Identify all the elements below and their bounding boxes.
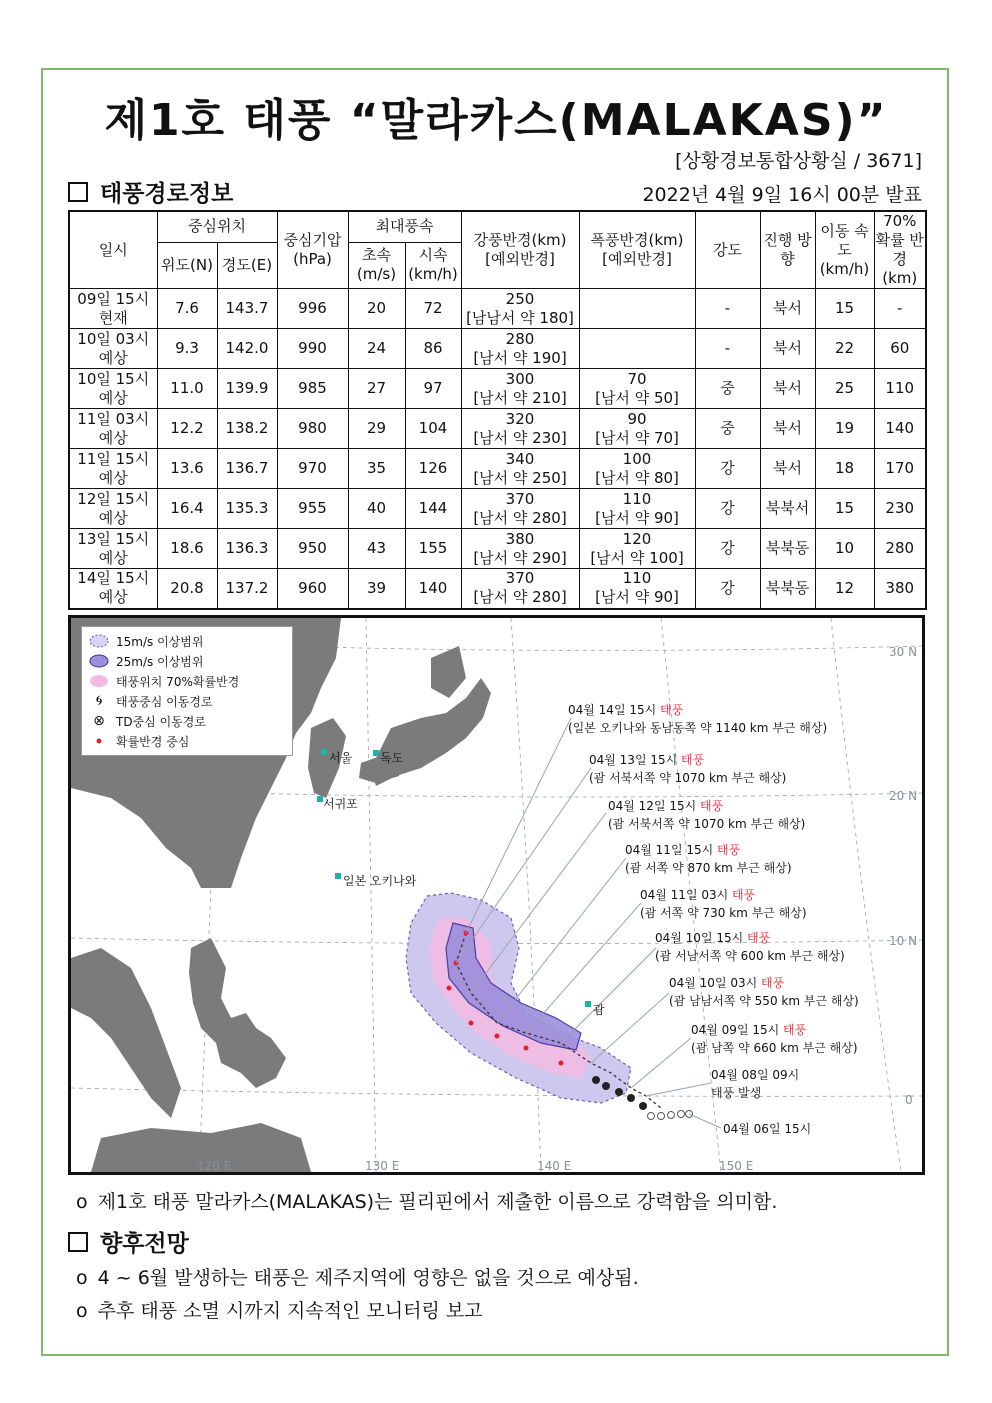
cell-lon: 142.0 (217, 329, 277, 369)
th-prob-radius: 70% 확률 반경 (km) (874, 211, 926, 289)
cell-direction: 북북동 (760, 569, 815, 609)
cell-intensity: 강 (695, 529, 760, 569)
cell-lat: 12.2 (157, 409, 217, 449)
cell-speed: 15 (815, 289, 874, 329)
typhoon-symbol-icon: 🌀︎ (95, 693, 103, 709)
lon-label-120: 120 E (197, 1159, 232, 1172)
lon-label-130: 130 E (365, 1159, 400, 1172)
callout-date: 04월 10일 15시 태풍 (655, 931, 771, 945)
cell-ms: 29 (348, 409, 405, 449)
callout-location: (괌 서쪽 약 730 km 부근 해상) (640, 906, 807, 920)
cell-lat: 13.6 (157, 449, 217, 489)
cell-pressure: 960 (277, 569, 348, 609)
cell-storm-radius: 70 [남서 약 50] (579, 369, 695, 409)
track-table (68, 210, 927, 610)
cell-lat: 16.4 (157, 489, 217, 529)
cell-direction: 북서 (760, 449, 815, 489)
callout-location: (괌 서북서쪽 약 1070 km 부근 해상) (608, 817, 806, 831)
place-okinawa: 일본 오키나와 (343, 874, 417, 888)
cell-strong-radius: 320 [남서 약 230] (461, 409, 579, 449)
cell-lat: 11.0 (157, 369, 217, 409)
cell-time: 11일 03시 예상 (69, 409, 157, 449)
outlook-item: o 추후 태풍 소멸 시까지 지속적인 모니터링 보고 (76, 1300, 483, 1322)
cell-pressure: 955 (277, 489, 348, 529)
cell-direction: 북서 (760, 329, 815, 369)
cell-strong-radius: 380 [남서 약 290] (461, 529, 579, 569)
callout-date: 04월 13일 15시 태풍 (589, 753, 705, 767)
th-lon: 경도(E) (217, 242, 277, 289)
cell-intensity: 강 (695, 569, 760, 609)
table-row (69, 529, 926, 569)
cell-ms: 35 (348, 449, 405, 489)
callout-location: (괌 서남서쪽 약 600 km 부근 해상) (655, 949, 845, 963)
cell-lon: 135.3 (217, 489, 277, 529)
cell-prob: - (874, 289, 926, 329)
outlook-item: o 4 ~ 6월 발생하는 태풍은 제주지역에 영향은 없을 것으로 예상됨. (76, 1267, 639, 1289)
pink-ellipse-icon (89, 674, 109, 688)
cell-time: 09일 15시 현재 (69, 289, 157, 329)
th-time: 일시 (69, 211, 157, 289)
table-row (69, 449, 926, 489)
callout-date: 04월 08일 09시 (711, 1068, 800, 1082)
cell-speed: 25 (815, 369, 874, 409)
cell-lon: 137.2 (217, 569, 277, 609)
cell-strong-radius: 340 [남서 약 250] (461, 449, 579, 489)
map-legend (81, 626, 293, 756)
legend-item: 25m/s 이상범위 (88, 651, 286, 671)
cell-pressure: 996 (277, 289, 348, 329)
cell-prob: 380 (874, 569, 926, 609)
track-table-body (69, 289, 926, 609)
cell-intensity: 강 (695, 489, 760, 529)
table-row (69, 369, 926, 409)
th-pressure: 중심기압 (hPa) (277, 211, 348, 289)
th-center: 중심위치 (157, 211, 277, 242)
cell-speed: 12 (815, 569, 874, 609)
cell-lon: 136.7 (217, 449, 277, 489)
cell-time: 11일 15시 예상 (69, 449, 157, 489)
cell-lat: 7.6 (157, 289, 217, 329)
cell-time: 13일 15시 예상 (69, 529, 157, 569)
callout-location: (괌 남쪽 약 660 km 부근 해상) (691, 1041, 858, 1055)
cell-speed: 10 (815, 529, 874, 569)
cell-ms: 20 (348, 289, 405, 329)
cell-speed: 19 (815, 409, 874, 449)
cell-kmh: 155 (405, 529, 461, 569)
cell-prob: 230 (874, 489, 926, 529)
cell-lat: 9.3 (157, 329, 217, 369)
name-meaning-note: o 제1호 태풍 말라카스(MALAKAS)는 필리핀에서 제출한 이름으로 강력함을 의미함. (76, 1191, 778, 1213)
issued-time: 2022년 4월 9일 16시 00분 발표 (642, 184, 922, 206)
cell-storm-radius: 100 [남서 약 80] (579, 449, 695, 489)
cell-ms: 40 (348, 489, 405, 529)
cell-prob: 60 (874, 329, 926, 369)
callout-date: 04월 11일 03시 태풍 (640, 888, 756, 902)
callout-date: 04월 12일 15시 태풍 (608, 799, 724, 813)
cell-lon: 139.9 (217, 369, 277, 409)
cell-lon: 143.7 (217, 289, 277, 329)
dotted-ellipse-icon (89, 634, 109, 648)
legend-item: 🌀︎ 태풍중심 이동경로 (88, 691, 286, 711)
cell-kmh: 140 (405, 569, 461, 609)
lat-label-30: 30 N (889, 645, 918, 659)
table-row (69, 289, 926, 329)
cell-time: 14일 15시 예상 (69, 569, 157, 609)
cell-direction: 북서 (760, 369, 815, 409)
cell-kmh: 97 (405, 369, 461, 409)
cell-speed: 18 (815, 449, 874, 489)
legend-item: 15m/s 이상범위 (88, 631, 286, 651)
cell-kmh: 104 (405, 409, 461, 449)
lat-label-20: 20 N (889, 789, 918, 803)
cell-kmh: 72 (405, 289, 461, 329)
th-strong-radius: 강풍반경(km) [예외반경] (461, 211, 579, 289)
callout-date: 04월 11일 15시 태풍 (625, 843, 741, 857)
th-direction: 진행 방향 (760, 211, 815, 289)
cell-pressure: 950 (277, 529, 348, 569)
callout-date: 04월 06일 15시 (723, 1122, 812, 1136)
cell-storm-radius: 90 [남서 약 70] (579, 409, 695, 449)
callout-location: 태풍 발생 (711, 1086, 762, 1100)
cell-kmh: 126 (405, 449, 461, 489)
cell-time: 10일 15시 예상 (69, 369, 157, 409)
cell-storm-radius (579, 329, 695, 369)
cell-strong-radius: 250 [남남서 약 180] (461, 289, 579, 329)
th-storm-radius: 폭풍반경(km) [예외반경] (579, 211, 695, 289)
cell-pressure: 990 (277, 329, 348, 369)
callout-location: (괌 서북서쪽 약 1070 km 부근 해상) (589, 771, 787, 785)
cell-ms: 39 (348, 569, 405, 609)
cell-intensity: - (695, 289, 760, 329)
table-row (69, 409, 926, 449)
table-row (69, 569, 926, 609)
cell-pressure: 985 (277, 369, 348, 409)
cell-intensity: - (695, 329, 760, 369)
typhoon-track-map (68, 615, 925, 1175)
cell-speed: 15 (815, 489, 874, 529)
cell-prob: 140 (874, 409, 926, 449)
cell-kmh: 144 (405, 489, 461, 529)
callout-date: 04월 14일 15시 태풍 (568, 703, 684, 717)
cell-prob: 110 (874, 369, 926, 409)
cell-strong-radius: 370 [남서 약 280] (461, 489, 579, 529)
place-seogwipo: 서귀포 (323, 797, 358, 811)
legend-item: 확률반경 중심 (88, 731, 286, 751)
callout-location: (괌 남남서쪽 약 550 km 부근 해상) (669, 994, 859, 1008)
callout-date: 04월 09일 15시 태풍 (691, 1023, 807, 1037)
lon-label-140: 140 E (537, 1159, 572, 1172)
cell-strong-radius: 300 [남서 약 210] (461, 369, 579, 409)
cell-lat: 20.8 (157, 569, 217, 609)
cell-direction: 북서 (760, 289, 815, 329)
cell-time: 10일 03시 예상 (69, 329, 157, 369)
legend-item: 태풍위치 70%확률반경 (88, 671, 286, 691)
th-intensity: 강도 (695, 211, 760, 289)
lat-label-10: 10 N (889, 934, 918, 948)
cell-strong-radius: 370 [남서 약 280] (461, 569, 579, 609)
cell-kmh: 86 (405, 329, 461, 369)
place-guam: 괌 (593, 1003, 605, 1017)
callout-location: (일본 오키나와 동남동쪽 약 1140 km 부근 해상) (568, 721, 828, 735)
table-row (69, 329, 926, 369)
place-dokdo: 독도 (380, 751, 404, 765)
callout-location: (괌 서쪽 약 870 km 부근 해상) (625, 861, 792, 875)
table-row (69, 489, 926, 529)
callout-date: 04월 10일 03시 태풍 (669, 976, 785, 990)
circled-x-icon: ⊗ (93, 713, 105, 729)
cell-prob: 280 (874, 529, 926, 569)
cell-storm-radius (579, 289, 695, 329)
legend-item: ⊗ TD중심 이동경로 (88, 711, 286, 731)
page-title: 제1호 태풍 “말라카스(MALAKAS)” (104, 95, 888, 146)
cell-storm-radius: 110 [남서 약 90] (579, 489, 695, 529)
place-seoul: 서울 (329, 751, 353, 765)
cell-speed: 22 (815, 329, 874, 369)
track-section-heading: 태풍경로정보 (68, 175, 233, 208)
outlook-section-heading: 향후전망 (68, 1225, 189, 1258)
cell-pressure: 980 (277, 409, 348, 449)
th-speed: 이동 속도 (km/h) (815, 211, 874, 289)
cell-direction: 북북동 (760, 529, 815, 569)
th-kmh: 시속 (km/h) (405, 242, 461, 289)
cell-intensity: 강 (695, 449, 760, 489)
cell-strong-radius: 280 [남서 약 190] (461, 329, 579, 369)
cell-direction: 북서 (760, 409, 815, 449)
cell-direction: 북북서 (760, 489, 815, 529)
cell-intensity: 중 (695, 369, 760, 409)
cell-prob: 170 (874, 449, 926, 489)
cell-lat: 18.6 (157, 529, 217, 569)
ellipse-icon (89, 654, 109, 668)
cell-storm-radius: 120 [남서 약 100] (579, 529, 695, 569)
cell-pressure: 970 (277, 449, 348, 489)
checkbox-square-icon (68, 1232, 88, 1252)
th-maxwind: 최대풍속 (348, 211, 461, 242)
red-dot-icon (89, 734, 109, 748)
lat-label-0: 0 (905, 1093, 913, 1107)
cell-ms: 27 (348, 369, 405, 409)
cell-lon: 138.2 (217, 409, 277, 449)
th-lat: 위도(N) (157, 242, 217, 289)
lon-label-150: 150 E (719, 1159, 754, 1172)
cell-ms: 43 (348, 529, 405, 569)
cell-time: 12일 15시 예상 (69, 489, 157, 529)
cell-intensity: 중 (695, 409, 760, 449)
cell-lon: 136.3 (217, 529, 277, 569)
cell-storm-radius: 110 [남서 약 90] (579, 569, 695, 609)
th-ms: 초속 (m/s) (348, 242, 405, 289)
checkbox-square-icon (68, 182, 88, 202)
cell-ms: 24 (348, 329, 405, 369)
office-contact: [상황경보통합상황실 / 3671] (675, 150, 922, 172)
